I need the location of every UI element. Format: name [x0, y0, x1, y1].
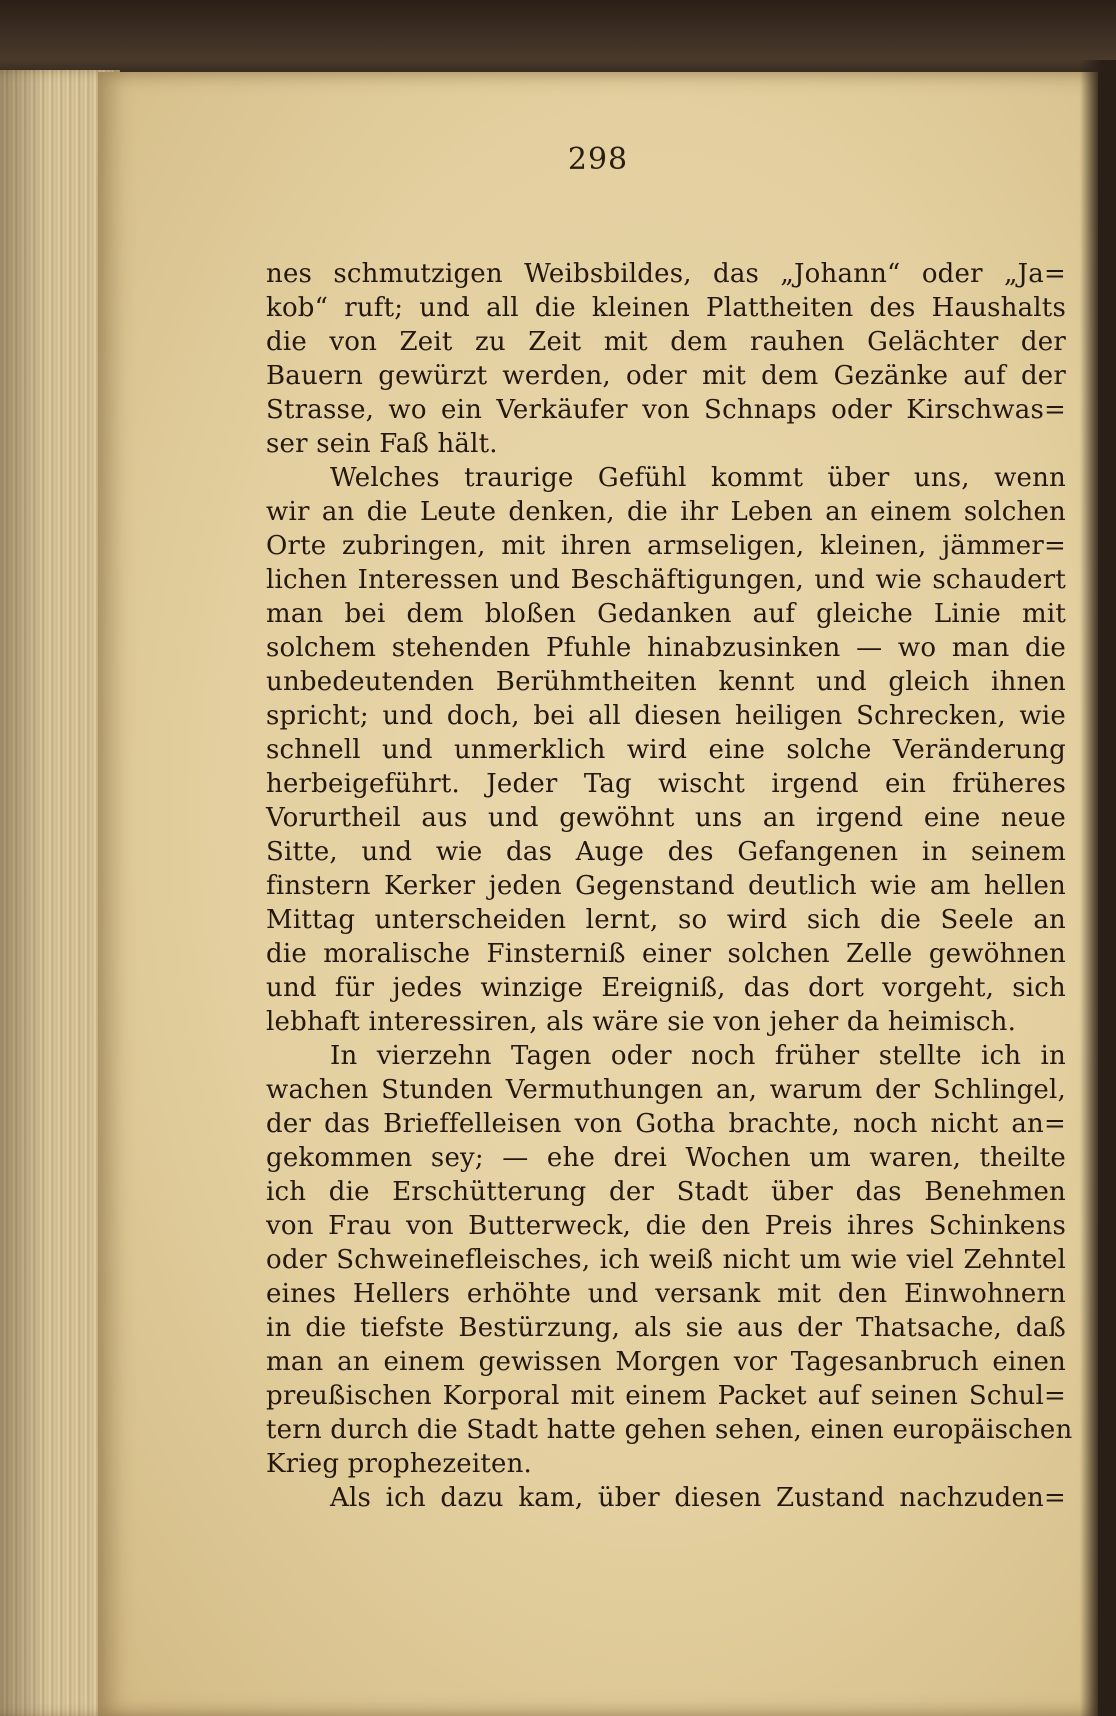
text-line: Mittag unterscheiden lernt, so wird sich die Seele an	[266, 905, 1066, 935]
text-line: ich die Erschütterung der Stadt über das Benehmen	[266, 1177, 1066, 1207]
text-line: nes schmutzigen Weibsbildes, das „Johann“ oder „Ja=	[266, 259, 1066, 289]
text-line: spricht; und doch, bei all diesen heiligen Schrecken, wie	[266, 701, 1066, 731]
book-page	[98, 72, 1098, 1716]
text-line: von Frau von Butterweck, die den Preis ihres Schinkens	[266, 1211, 1066, 1241]
text-line: lebhaft interessiren, als wäre sie von jeher da heimisch.	[266, 1007, 1017, 1037]
text-line: man an einem gewissen Morgen vor Tagesanbruch einen	[266, 1347, 1066, 1377]
text-line: der das Brieffelleisen von Gotha brachte, noch nicht an=	[266, 1109, 1066, 1139]
text-line: solchem stehenden Pfuhle hinabzusinken — wo man die	[266, 633, 1066, 663]
text-line: preußischen Korporal mit einem Packet auf seinen Schul=	[266, 1381, 1066, 1411]
text-line: Strasse, wo ein Verkäufer von Schnaps oder Kirschwas=	[266, 395, 1066, 425]
text-line: die von Zeit zu Zeit mit dem rauhen Gelächter der	[266, 327, 1066, 357]
text-line: und für jedes winzige Ereigniß, das dort vorgeht, sich	[266, 973, 1066, 1003]
text-line: wir an die Leute denken, die ihr Leben an einem solchen	[266, 497, 1066, 527]
text-line: Vorurtheil aus und gewöhnt uns an irgend eine neue	[266, 803, 1066, 833]
text-line: wachen Stunden Vermuthungen an, warum der Schlingel,	[266, 1075, 1066, 1105]
text-line: tern durch die Stadt hatte gehen sehen, einen europäischen	[266, 1415, 1073, 1445]
text-line: die moralische Finsterniß einer solchen Zelle gewöhnen	[266, 939, 1066, 969]
text-line: Sitte, und wie das Auge des Gefangenen in seinem	[266, 837, 1066, 867]
paragraph-start: In vierzehn Tagen oder noch früher stellte ich in	[330, 1041, 1066, 1071]
text-line: lichen Interessen und Beschäftigungen, und wie schaudert	[266, 565, 1066, 595]
text-line: Krieg prophezeiten.	[266, 1449, 533, 1479]
page-edge-shadow	[1080, 60, 1116, 1716]
text-line: finstern Kerker jeden Gegenstand deutlich wie am hellen	[266, 871, 1066, 901]
text-line: gekommen sey; — ehe drei Wochen um waren, theilte	[266, 1143, 1066, 1173]
text-line: man bei dem bloßen Gedanken auf gleiche Linie mit	[266, 599, 1066, 629]
text-line: herbeigeführt. Jeder Tag wischt irgend ein früheres	[266, 769, 1066, 799]
paragraph-start: Welches traurige Gefühl kommt über uns, wenn	[330, 463, 1066, 493]
text-line: unbedeutenden Berühmtheiten kennt und gleich ihnen	[266, 667, 1066, 697]
text-line: Bauern gewürzt werden, oder mit dem Gezänke auf der	[266, 361, 1066, 391]
text-line: Orte zubringen, mit ihren armseligen, kleinen, jämmer=	[266, 531, 1066, 561]
text-line: kob“ ruft; und all die kleinen Plattheiten des Haushalts	[266, 293, 1066, 323]
text-line: eines Hellers erhöhte und versank mit den Einwohnern	[266, 1279, 1066, 1309]
text-line: ser sein Faß hält.	[266, 429, 498, 459]
paragraph-start: Als ich dazu kam, über diesen Zustand nachzuden=	[330, 1483, 1066, 1513]
text-line: oder Schweinefleisches, ich weiß nicht um wie viel Zehntel	[266, 1245, 1066, 1275]
text-line: in die tiefste Bestürzung, als sie aus der Thatsache, daß	[266, 1313, 1066, 1343]
text-line: schnell und unmerklich wird eine solche Veränderung	[266, 735, 1066, 765]
page-number: 298	[567, 142, 629, 177]
